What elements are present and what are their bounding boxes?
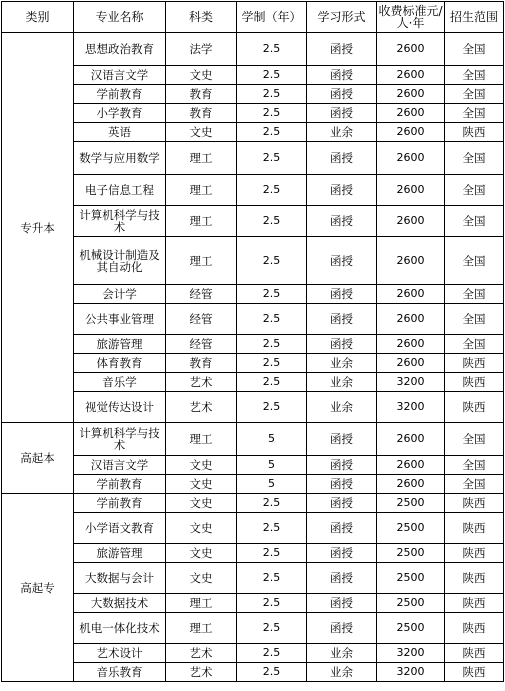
subject-cell: 文史 xyxy=(166,544,237,563)
table-row xyxy=(2,563,504,594)
mode-cell: 业余 xyxy=(307,373,377,392)
subject-cell: 文史 xyxy=(166,494,237,513)
scope-cell: 陕西 xyxy=(445,494,504,513)
major-cell: 学前教育 xyxy=(74,475,166,494)
table-row xyxy=(2,142,504,175)
category-cell: 高起本 xyxy=(2,423,74,494)
fee-cell: 2500 xyxy=(377,594,445,613)
table-row xyxy=(2,494,504,513)
major-cell: 视觉传达设计 xyxy=(74,392,166,423)
category-cell: 专升本 xyxy=(2,33,74,423)
scope-cell: 陕西 xyxy=(445,563,504,594)
years-cell: 2.5 xyxy=(237,66,307,85)
years-cell: 2.5 xyxy=(237,335,307,354)
fee-cell: 2500 xyxy=(377,613,445,644)
category-cell: 高起专 xyxy=(2,494,74,682)
table-row xyxy=(2,423,504,456)
years-cell: 2.5 xyxy=(237,33,307,66)
scope-cell: 陕西 xyxy=(445,594,504,613)
major-cell: 计算机科学与技术 xyxy=(74,423,166,456)
fee-cell: 2600 xyxy=(377,335,445,354)
years-cell: 2.5 xyxy=(237,104,307,123)
fee-cell: 2500 xyxy=(377,513,445,544)
table-row xyxy=(2,237,504,285)
major-cell: 大数据与会计 xyxy=(74,563,166,594)
major-cell: 小学语文教育 xyxy=(74,513,166,544)
major-cell: 音乐教育 xyxy=(74,663,166,682)
years-cell: 2.5 xyxy=(237,354,307,373)
mode-cell: 函授 xyxy=(307,175,377,206)
scope-cell: 全国 xyxy=(445,304,504,335)
subject-cell: 文史 xyxy=(166,66,237,85)
mode-cell: 函授 xyxy=(307,104,377,123)
table-row xyxy=(2,613,504,644)
mode-cell: 函授 xyxy=(307,563,377,594)
mode-cell: 函授 xyxy=(307,237,377,285)
subject-cell: 经管 xyxy=(166,304,237,335)
scope-cell: 陕西 xyxy=(445,513,504,544)
major-cell: 艺术设计 xyxy=(74,644,166,663)
table-row xyxy=(2,85,504,104)
scope-cell: 全国 xyxy=(445,456,504,475)
major-cell: 英语 xyxy=(74,123,166,142)
fee-cell: 2600 xyxy=(377,175,445,206)
scope-cell: 全国 xyxy=(445,475,504,494)
years-cell: 2.5 xyxy=(237,175,307,206)
mode-cell: 函授 xyxy=(307,33,377,66)
subject-cell: 教育 xyxy=(166,85,237,104)
major-cell: 公共事业管理 xyxy=(74,304,166,335)
table-row xyxy=(2,475,504,494)
fee-cell: 2500 xyxy=(377,563,445,594)
years-cell: 2.5 xyxy=(237,663,307,682)
mode-cell: 函授 xyxy=(307,594,377,613)
subject-cell: 艺术 xyxy=(166,644,237,663)
table-row xyxy=(2,335,504,354)
header-years: 学制（年） xyxy=(237,2,307,33)
scope-cell: 全国 xyxy=(445,104,504,123)
years-cell: 2.5 xyxy=(237,644,307,663)
subject-cell: 理工 xyxy=(166,423,237,456)
header-mode: 学习形式 xyxy=(307,2,377,33)
fee-cell: 3200 xyxy=(377,373,445,392)
header-subject: 科类 xyxy=(166,2,237,33)
years-cell: 5 xyxy=(237,423,307,456)
fee-cell: 2600 xyxy=(377,475,445,494)
years-cell: 2.5 xyxy=(237,392,307,423)
subject-cell: 艺术 xyxy=(166,373,237,392)
subject-cell: 教育 xyxy=(166,354,237,373)
major-cell: 旅游管理 xyxy=(74,335,166,354)
scope-cell: 陕西 xyxy=(445,613,504,644)
major-cell: 思想政治教育 xyxy=(74,33,166,66)
subject-cell: 文史 xyxy=(166,513,237,544)
subject-cell: 教育 xyxy=(166,104,237,123)
subject-cell: 艺术 xyxy=(166,392,237,423)
fee-cell: 2600 xyxy=(377,237,445,285)
subject-cell: 理工 xyxy=(166,206,237,237)
major-cell: 旅游管理 xyxy=(74,544,166,563)
major-cell: 机电一体化技术 xyxy=(74,613,166,644)
header-scope: 招生范围 xyxy=(445,2,504,33)
header-category: 类别 xyxy=(2,2,74,33)
fee-cell: 2600 xyxy=(377,206,445,237)
mode-cell: 业余 xyxy=(307,644,377,663)
major-cell: 体育教育 xyxy=(74,354,166,373)
subject-cell: 文史 xyxy=(166,475,237,494)
fee-cell: 3200 xyxy=(377,392,445,423)
years-cell: 2.5 xyxy=(237,544,307,563)
fee-cell: 2500 xyxy=(377,544,445,563)
table-row xyxy=(2,456,504,475)
scope-cell: 全国 xyxy=(445,66,504,85)
major-cell: 汉语言文学 xyxy=(74,456,166,475)
mode-cell: 函授 xyxy=(307,304,377,335)
scope-cell: 陕西 xyxy=(445,123,504,142)
subject-cell: 理工 xyxy=(166,613,237,644)
mode-cell: 函授 xyxy=(307,544,377,563)
mode-cell: 函授 xyxy=(307,66,377,85)
years-cell: 2.5 xyxy=(237,285,307,304)
years-cell: 2.5 xyxy=(237,373,307,392)
table-body xyxy=(2,33,504,682)
subject-cell: 理工 xyxy=(166,237,237,285)
table-row xyxy=(2,392,504,423)
scope-cell: 全国 xyxy=(445,335,504,354)
subject-cell: 经管 xyxy=(166,285,237,304)
table-row xyxy=(2,175,504,206)
years-cell: 2.5 xyxy=(237,85,307,104)
subject-cell: 法学 xyxy=(166,33,237,66)
mode-cell: 函授 xyxy=(307,142,377,175)
table-row xyxy=(2,544,504,563)
scope-cell: 陕西 xyxy=(445,663,504,682)
subject-cell: 文史 xyxy=(166,456,237,475)
table-row xyxy=(2,33,504,66)
header-row xyxy=(2,2,504,33)
years-cell: 2.5 xyxy=(237,123,307,142)
fee-cell: 3200 xyxy=(377,644,445,663)
scope-cell: 全国 xyxy=(445,33,504,66)
scope-cell: 全国 xyxy=(445,85,504,104)
major-cell: 学前教育 xyxy=(74,494,166,513)
major-cell: 数学与应用数学 xyxy=(74,142,166,175)
fee-cell: 2600 xyxy=(377,456,445,475)
header-fee: 收费标准元/人·年 xyxy=(377,2,445,33)
scope-cell: 全国 xyxy=(445,285,504,304)
mode-cell: 函授 xyxy=(307,85,377,104)
major-cell: 汉语言文学 xyxy=(74,66,166,85)
scope-cell: 全国 xyxy=(445,206,504,237)
fee-cell: 2600 xyxy=(377,85,445,104)
table-row xyxy=(2,66,504,85)
major-cell: 小学教育 xyxy=(74,104,166,123)
subject-cell: 经管 xyxy=(166,335,237,354)
scope-cell: 全国 xyxy=(445,423,504,456)
years-cell: 5 xyxy=(237,475,307,494)
table-row xyxy=(2,513,504,544)
scope-cell: 陕西 xyxy=(445,544,504,563)
scope-cell: 陕西 xyxy=(445,644,504,663)
enrollment-table xyxy=(1,1,504,682)
years-cell: 2.5 xyxy=(237,594,307,613)
major-cell: 电子信息工程 xyxy=(74,175,166,206)
fee-cell: 3200 xyxy=(377,663,445,682)
scope-cell: 全国 xyxy=(445,237,504,285)
table-row xyxy=(2,373,504,392)
table-row xyxy=(2,644,504,663)
mode-cell: 函授 xyxy=(307,423,377,456)
years-cell: 2.5 xyxy=(237,494,307,513)
mode-cell: 业余 xyxy=(307,392,377,423)
scope-cell: 全国 xyxy=(445,175,504,206)
major-cell: 机械设计制造及其自动化 xyxy=(74,237,166,285)
years-cell: 2.5 xyxy=(237,613,307,644)
mode-cell: 函授 xyxy=(307,513,377,544)
subject-cell: 艺术 xyxy=(166,663,237,682)
years-cell: 2.5 xyxy=(237,237,307,285)
table-row xyxy=(2,206,504,237)
fee-cell: 2600 xyxy=(377,304,445,335)
scope-cell: 陕西 xyxy=(445,392,504,423)
mode-cell: 业余 xyxy=(307,123,377,142)
header-major: 专业名称 xyxy=(74,2,166,33)
fee-cell: 2600 xyxy=(377,285,445,304)
fee-cell: 2600 xyxy=(377,354,445,373)
mode-cell: 业余 xyxy=(307,663,377,682)
major-cell: 学前教育 xyxy=(74,85,166,104)
years-cell: 5 xyxy=(237,456,307,475)
years-cell: 2.5 xyxy=(237,304,307,335)
major-cell: 会计学 xyxy=(74,285,166,304)
table-row xyxy=(2,104,504,123)
mode-cell: 业余 xyxy=(307,354,377,373)
table-row xyxy=(2,123,504,142)
mode-cell: 函授 xyxy=(307,206,377,237)
subject-cell: 文史 xyxy=(166,563,237,594)
fee-cell: 2600 xyxy=(377,33,445,66)
fee-cell: 2600 xyxy=(377,104,445,123)
fee-cell: 2600 xyxy=(377,142,445,175)
mode-cell: 函授 xyxy=(307,475,377,494)
table-row xyxy=(2,354,504,373)
scope-cell: 陕西 xyxy=(445,373,504,392)
years-cell: 2.5 xyxy=(237,563,307,594)
subject-cell: 理工 xyxy=(166,594,237,613)
fee-cell: 2600 xyxy=(377,423,445,456)
years-cell: 2.5 xyxy=(237,142,307,175)
mode-cell: 函授 xyxy=(307,494,377,513)
mode-cell: 函授 xyxy=(307,285,377,304)
fee-cell: 2500 xyxy=(377,494,445,513)
subject-cell: 文史 xyxy=(166,123,237,142)
years-cell: 2.5 xyxy=(237,513,307,544)
scope-cell: 全国 xyxy=(445,142,504,175)
mode-cell: 函授 xyxy=(307,456,377,475)
scope-cell: 陕西 xyxy=(445,354,504,373)
mode-cell: 函授 xyxy=(307,613,377,644)
table-row xyxy=(2,304,504,335)
subject-cell: 理工 xyxy=(166,175,237,206)
subject-cell: 理工 xyxy=(166,142,237,175)
table-row xyxy=(2,663,504,682)
years-cell: 2.5 xyxy=(237,206,307,237)
fee-cell: 2600 xyxy=(377,123,445,142)
fee-cell: 2600 xyxy=(377,66,445,85)
major-cell: 音乐学 xyxy=(74,373,166,392)
table-row xyxy=(2,285,504,304)
mode-cell: 函授 xyxy=(307,335,377,354)
table-row xyxy=(2,594,504,613)
major-cell: 大数据技术 xyxy=(74,594,166,613)
major-cell: 计算机科学与技术 xyxy=(74,206,166,237)
